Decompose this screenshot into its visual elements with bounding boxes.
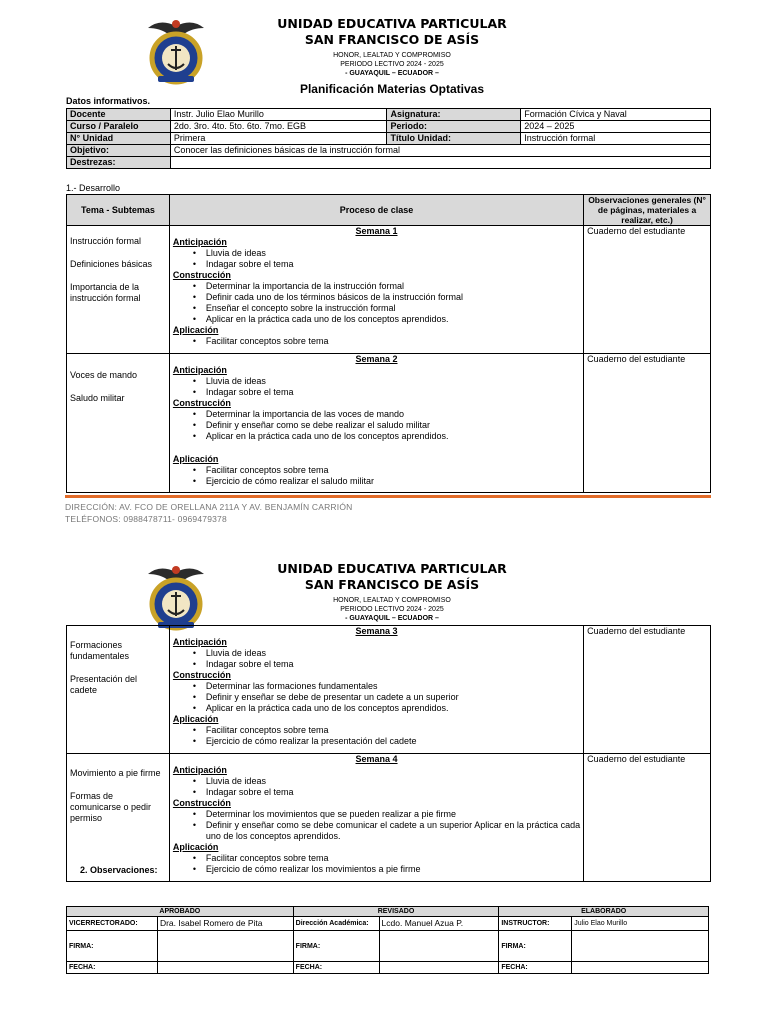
instructor-label: INSTRUCTOR:	[499, 917, 572, 931]
footer-address: DIRECCIÓN: AV. FCO DE ORELLANA 211A Y AV. BENJAMÍN CARRIÓN	[65, 502, 353, 512]
firma-label: FIRMA:	[293, 931, 379, 962]
development-table-page1	[66, 194, 711, 493]
anticipation-list	[193, 648, 580, 670]
list-item: • Determinar los movimientos que se pueden realizar a pie firme	[193, 809, 580, 820]
fecha-label: FECHA:	[293, 962, 379, 974]
school-motto: HONOR, LEALTAD Y COMPROMISO	[333, 52, 451, 59]
table-row	[67, 917, 709, 931]
list-item: • Ejercicio de cómo realizar los movimientos a pie firme	[193, 864, 580, 875]
info-label: Destrezas:	[67, 157, 171, 169]
table-row	[67, 754, 711, 882]
list-item: • Facilitar conceptos sobre tema	[193, 465, 580, 476]
info-value: Instrucción formal	[521, 133, 711, 145]
topics-cell	[67, 354, 170, 493]
list-item: • Definir y enseñar se debe de presentar un cadete a un superior	[193, 692, 580, 703]
academic-label: Dirección Académica:	[293, 917, 379, 931]
phase-anticipation: Anticipación	[172, 237, 227, 247]
info-value: Formación Cívica y Naval	[521, 109, 711, 121]
col-header-observations: Observaciones generales (N° de páginas, materiales a realizar, etc.)	[584, 195, 711, 226]
topic-item: Formaciones fundamentales	[70, 640, 130, 661]
table-row	[67, 145, 711, 157]
topics-cell	[67, 754, 170, 882]
list-item: • Facilitar conceptos sobre tema	[193, 725, 580, 736]
phase-anticipation: Anticipación	[172, 765, 227, 775]
list-item: • Aplicar en la práctica cada uno de los conceptos aprendidos.	[193, 703, 580, 714]
info-value: 2do. 3ro. 4to. 5to. 6to. 7mo. EGB	[170, 121, 387, 133]
observations-cell: Cuaderno del estudiante	[584, 626, 711, 754]
school-title-block	[230, 16, 554, 78]
list-item: • Determinar la importancia de las voces de mando	[193, 409, 580, 420]
instructor-name: Julio Elao Murillo	[572, 917, 709, 931]
list-item: • Lluvia de ideas	[193, 376, 580, 387]
list-item: • Lluvia de ideas	[193, 776, 580, 787]
vice-name: Dra. Isabel Romero de Pita	[157, 917, 293, 931]
info-value	[170, 157, 710, 169]
list-item: • Aplicar en la práctica cada uno de los conceptos aprendidos.	[193, 314, 580, 325]
list-item: • Determinar las formaciones fundamentales	[193, 681, 580, 692]
list-item: • Enseñar el concepto sobre la instrucción formal	[193, 303, 580, 314]
info-table	[66, 108, 711, 169]
application-list	[193, 465, 580, 487]
list-item: • Indagar sobre el tema	[193, 787, 580, 798]
topic-item: Voces de mando	[70, 370, 138, 380]
application-list	[193, 336, 580, 347]
school-location: - GUAYAQUIL – ECUADOR –	[345, 615, 439, 622]
phase-construction: Construcción	[172, 798, 231, 808]
list-item: • Ejercicio de cómo realizar el saludo militar	[193, 476, 580, 487]
school-location: - GUAYAQUIL – ECUADOR –	[345, 70, 439, 77]
list-item: • Definir y enseñar como se debe comunicar el cadete a un superior Aplicar en la práctica cada uno de los conceptos aprendidos.	[193, 820, 580, 842]
school-title-block	[230, 561, 554, 623]
process-cell	[169, 754, 583, 882]
prepared-header: ELABORADO	[499, 907, 709, 917]
info-label: Asignatura:	[387, 109, 521, 121]
anticipation-list	[193, 248, 580, 270]
info-value: 2024 – 2025	[521, 121, 711, 133]
fecha-label: FECHA:	[499, 962, 572, 974]
table-row	[67, 109, 711, 121]
application-list	[193, 725, 580, 747]
week-label: Semana 2	[355, 354, 398, 364]
list-item: • Definir cada uno de los términos básicos de la instrucción formal	[193, 292, 580, 303]
observations-cell: Cuaderno del estudiante	[584, 354, 711, 493]
list-item: • Indagar sobre el tema	[193, 387, 580, 398]
school-name-line1: UNIDAD EDUCATIVA PARTICULAR	[277, 16, 507, 31]
fecha-label: FECHA:	[67, 962, 158, 974]
topics-cell	[67, 226, 170, 354]
table-row	[67, 626, 711, 754]
list-item: • Ejercicio de cómo realizar la presentación del cadete	[193, 736, 580, 747]
anticipation-list	[193, 776, 580, 798]
school-crest-logo	[140, 560, 212, 632]
signatures-table	[66, 906, 709, 974]
table-row	[67, 121, 711, 133]
phase-construction: Construcción	[172, 398, 231, 408]
topic-item: Formas de comunicarse o pedir permiso	[70, 791, 152, 823]
table-header-row	[67, 907, 709, 917]
table-row	[67, 354, 711, 493]
info-label: Curso / Paralelo	[67, 121, 171, 133]
observations-section-label: 2. Observaciones:	[80, 865, 158, 875]
process-cell	[169, 626, 583, 754]
phase-anticipation: Anticipación	[172, 365, 227, 375]
list-item: • Indagar sobre el tema	[193, 659, 580, 670]
observations-cell: Cuaderno del estudiante	[584, 226, 711, 354]
table-header-row	[67, 195, 711, 226]
process-cell	[169, 226, 583, 354]
topic-item: Movimiento a pie firme	[70, 768, 161, 778]
development-table-page2	[66, 625, 711, 882]
school-motto: HONOR, LEALTAD Y COMPROMISO	[333, 597, 451, 604]
phase-anticipation: Anticipación	[172, 637, 227, 647]
development-section-label: 1.- Desarrollo	[66, 183, 121, 193]
vice-label: VICERRECTORADO:	[67, 917, 158, 931]
info-value: Conocer las definiciones básicas de la instrucción formal	[170, 145, 710, 157]
signature-field[interactable]	[157, 931, 293, 962]
date-field[interactable]	[572, 962, 709, 974]
info-value: Primera	[170, 133, 387, 145]
footer-divider	[65, 495, 711, 498]
list-item: • Facilitar conceptos sobre tema	[193, 853, 580, 864]
phase-application: Aplicación	[172, 454, 219, 464]
info-label: Periodo:	[387, 121, 521, 133]
topic-item: Importancia de la instrucción formal	[70, 282, 141, 303]
list-item: • Lluvia de ideas	[193, 248, 580, 259]
school-crest-logo	[140, 14, 212, 86]
info-label: Título Unidad:	[387, 133, 521, 145]
document-title: Planificación Materias Optativas	[299, 82, 485, 96]
week-label: Semana 4	[355, 754, 398, 764]
info-value: Instr. Julio Elao Murillo	[170, 109, 387, 121]
topic-item: Presentación del cadete	[70, 674, 138, 695]
observations-cell: Cuaderno del estudiante	[584, 754, 711, 882]
construction-list	[193, 681, 580, 714]
phase-application: Aplicación	[172, 842, 219, 852]
topic-item: Instrucción formal	[70, 236, 142, 246]
phase-construction: Construcción	[172, 670, 231, 680]
school-period: PERIODO LECTIVO 2024 - 2025	[340, 606, 444, 613]
phase-application: Aplicación	[172, 325, 219, 335]
date-field[interactable]	[157, 962, 293, 974]
topics-cell	[67, 626, 170, 754]
col-header-topic: Tema - Subtemas	[67, 195, 170, 226]
school-name-line2: SAN FRANCISCO DE ASÍS	[304, 577, 480, 592]
school-name-line2: SAN FRANCISCO DE ASÍS	[304, 32, 480, 47]
info-label: Objetivo:	[67, 145, 171, 157]
list-item: • Determinar la importancia de la instrucción formal	[193, 281, 580, 292]
list-item: • Definir y enseñar como se debe realizar el saludo militar	[193, 420, 580, 431]
signature-field[interactable]	[379, 931, 499, 962]
firma-label: FIRMA:	[499, 931, 572, 962]
list-item: • Lluvia de ideas	[193, 648, 580, 659]
construction-list	[193, 809, 580, 842]
construction-list	[193, 409, 580, 442]
date-field[interactable]	[379, 962, 499, 974]
table-row	[67, 226, 711, 354]
table-row	[67, 157, 711, 169]
list-item: • Facilitar conceptos sobre tema	[193, 336, 580, 347]
list-item: • Aplicar en la práctica cada uno de los conceptos aprendidos.	[193, 431, 580, 442]
info-label: Docente	[67, 109, 171, 121]
list-item: • Indagar sobre el tema	[193, 259, 580, 270]
week-label: Semana 3	[355, 626, 398, 636]
reviewed-header: REVISADO	[293, 907, 499, 917]
topic-item: Definiciones básicas	[70, 259, 153, 269]
phase-construction: Construcción	[172, 270, 231, 280]
table-row	[67, 931, 709, 962]
signature-field[interactable]	[572, 931, 709, 962]
construction-list	[193, 281, 580, 325]
academic-name: Lcdo. Manuel Azua P.	[379, 917, 499, 931]
school-name-line1: UNIDAD EDUCATIVA PARTICULAR	[277, 561, 507, 576]
info-label: N° Unidad	[67, 133, 171, 145]
table-row	[67, 962, 709, 974]
info-section-label: Datos informativos.	[66, 96, 151, 106]
application-list	[193, 853, 580, 875]
anticipation-list	[193, 376, 580, 398]
week-label: Semana 1	[355, 226, 398, 236]
firma-label: FIRMA:	[67, 931, 158, 962]
topic-item: Saludo militar	[70, 393, 125, 403]
school-period: PERIODO LECTIVO 2024 - 2025	[340, 61, 444, 68]
process-cell	[169, 354, 583, 493]
col-header-process: Proceso de clase	[169, 195, 583, 226]
approved-header: APROBADO	[67, 907, 294, 917]
phase-application: Aplicación	[172, 714, 219, 724]
footer-phones: TELÉFONOS: 0988478711- 0969479378	[65, 514, 227, 524]
table-row	[67, 133, 711, 145]
